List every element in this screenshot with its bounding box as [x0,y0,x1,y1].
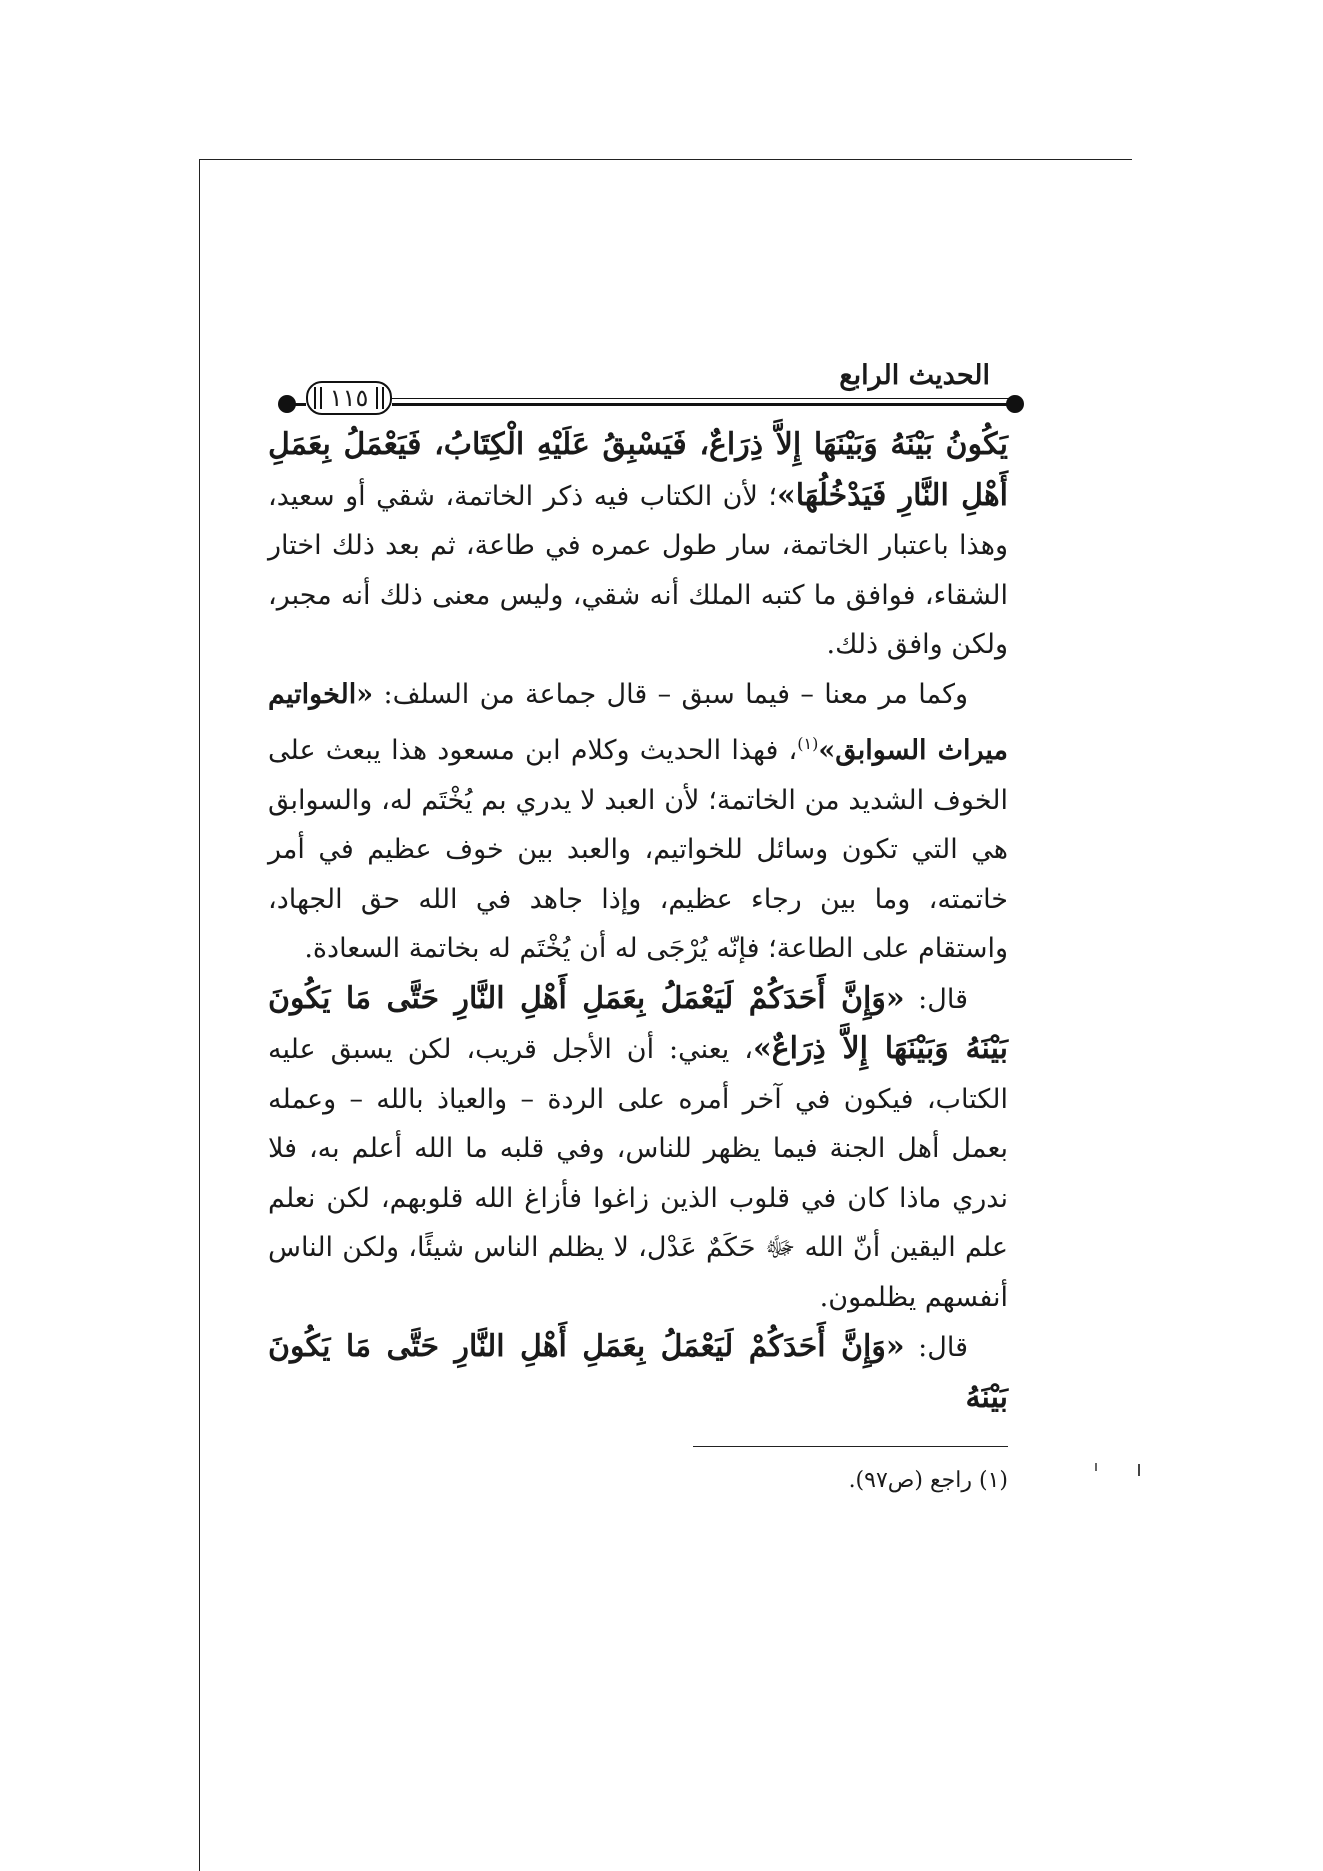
salaf-quote: «الخواتيم ميراث السوابق» [268,678,1008,766]
hadith-quote: «وَإِنَّ أَحَدَكُمْ لَيَعْمَلُ بِعَمَلِ أَهْلِ النَّارِ حَتَّى مَا يَكُونَ بَيْنَهُ وَبَيْنَهَا إِلاَّ ذِرَاعٌ» [268,980,1009,1066]
paragraph-text: قال: [904,983,968,1015]
footnote: (١) راجع (ص٩٧). [848,1468,1008,1493]
paragraph-text: ، فهذا الحديث وكلام ابن مسعود هذا يبعث على الخوف الشديد من الخاتمة؛ لأن العبد لا يدري بم يُخْتَم له، والسوابق هي التي تكون وسائل للخواتيم، والعبد بين خوف عظيم في أمر خاتمته، وما بين رجاء عظيم، وإذا جاهد في الله حق الجهاد، واستقام على الطاعة؛ فإنّه يُرْجَى له أن يُخْتَم له بخاتمة السعادة. [268,735,1008,964]
header-rule-thin [392,398,1012,399]
scan-mark [1138,1464,1140,1476]
scan-mark [1095,1463,1097,1471]
paragraph-text: قال: [904,1332,968,1363]
footnote-separator [693,1446,1008,1447]
running-title: الحديث الرابع [839,360,990,391]
header-rule-thick [392,403,1012,406]
crop-line-left [199,159,200,1871]
paragraph-text: وكما مر معنا – فيما سبق – قال جماعة من السلف: [373,678,968,710]
paragraph-4 [268,1322,1008,1423]
paragraph-3 [268,974,1008,1323]
page-number: ١١٥ [329,384,369,412]
page-number-frame [306,381,392,415]
body-text [268,420,1008,1423]
ornament-dot-right [1006,395,1024,413]
paragraph-text: ؛ لأن الكتاب فيه ذكر الخاتمة، شقي أو سعيد، وهذا باعتبار الخاتمة، سار طول عمره في طاعة، ثم بعد ذلك اختار الشقاء، فوافق ما كتبه الملك أنه شقي، وليس معنى ذلك أنه مجبر، ولكن وافق ذلك. [268,480,1008,660]
crop-line-top [200,159,1132,160]
paragraph-text: ، يعني: أن الأجل قريب، لكن يسبق عليه الكتاب، فيكون في آخر أمره على الردة – والعياذ بالله – وعمله بعمل أهل الجنة فيما يظهر للناس، وفي قلبه ما الله أعلم به، فلا ندري ماذا كان في قلوب الذين زاغوا فأزاغ الله قلوبهم، لكن نعلم علم اليقين أنّ الله ﷻ حَكَمٌ عَدْل، لا يظلم الناس شيئًا، ولكن الناس أنفسهم يظلمون. [268,1034,1008,1313]
page-header [272,360,1032,416]
footnote-ref[interactable]: (١) [797,734,819,753]
paragraph-1 [268,420,1008,670]
hadith-quote: «وَإِنَّ أَحَدَكُمْ لَيَعْمَلُ بِعَمَلِ أَهْلِ النَّارِ حَتَّى مَا يَكُونَ بَيْنَهُ [268,1329,1008,1415]
hadith-quote: يَكُونُ بَيْنَهُ وَبَيْنَهَا إِلاَّ ذِرَاعٌ، فَيَسْبِقُ عَلَيْهِ الْكِتَابُ، فَيَعْمَلُ بِعَمَلِ أَهْلِ النَّارِ فَيَدْخُلُهَا» [268,427,1008,513]
paragraph-2 [268,670,1008,974]
ornament-dot-left [278,395,296,413]
